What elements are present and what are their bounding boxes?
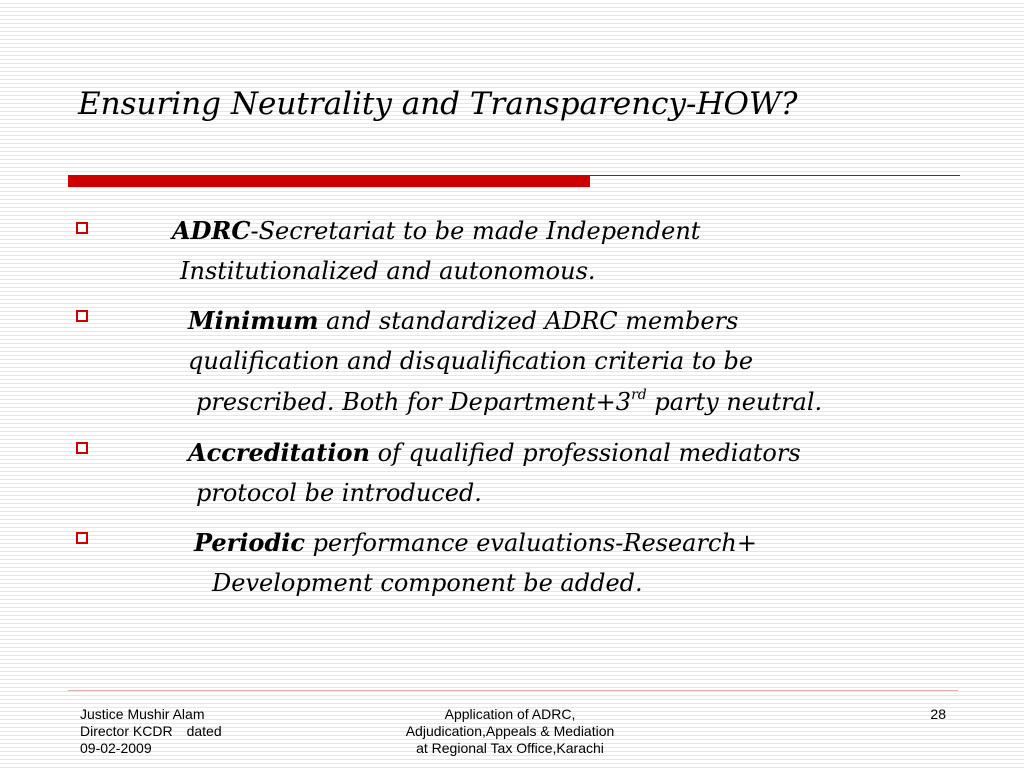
page-number: 28 <box>930 706 946 722</box>
footer-date: 09-02-2009 <box>80 740 152 756</box>
bullet-keyword: Accreditation <box>188 438 370 467</box>
bullet-line <box>196 473 482 514</box>
bullet-line <box>188 300 738 342</box>
bullet-line <box>212 563 643 604</box>
superscript-text: rd <box>631 387 647 403</box>
footer-presentation-title <box>340 706 680 757</box>
square-bullet-icon <box>76 310 88 322</box>
square-bullet-icon <box>76 222 88 234</box>
bullet-line <box>196 382 822 423</box>
slide-title: Ensuring Neutrality and Transparency-HOW? <box>78 86 798 122</box>
title-underline-thick <box>68 175 590 187</box>
bullet-keyword: Minimum <box>188 306 319 335</box>
title-underline-thin <box>590 175 960 176</box>
footer-author <box>80 706 222 757</box>
square-bullet-icon <box>76 442 88 454</box>
footer-center-line: Application of ADRC, <box>444 706 576 722</box>
bullet-text: qualification and disqualification criteria to be <box>188 347 754 375</box>
footer-center-line: at Regional Tax Office,Karachi <box>416 740 604 756</box>
bullet-line <box>194 522 757 564</box>
bullet-text: of qualified professional mediators <box>369 439 801 467</box>
bullet-text: Development component be added. <box>212 569 643 597</box>
bullet-line <box>188 341 753 382</box>
bullet-text: and standardized ADRC members <box>318 307 739 335</box>
bullet-line <box>172 210 700 252</box>
bullet-text: party neutral. <box>646 388 823 416</box>
footer-author-role <box>80 723 222 740</box>
footer-author-name: Justice Mushir Alam <box>80 706 205 722</box>
bullet-line <box>188 432 801 474</box>
footer-center-line: Adjudication,Appeals & Mediation <box>405 723 615 739</box>
bullet-keyword: Periodic <box>194 528 305 557</box>
bullet-text: prescribed. Both for Department+3 <box>196 388 632 416</box>
square-bullet-icon <box>76 532 88 544</box>
bullet-line <box>180 251 596 292</box>
bullet-text: performance evaluations-Research+ <box>304 529 757 557</box>
bullet-text: -Secretariat to be made Independent <box>250 217 701 245</box>
bullet-keyword: ADRC <box>172 216 251 245</box>
footer-dated-label: dated <box>186 723 222 739</box>
bullet-text: protocol be introduced. <box>196 479 482 507</box>
bullet-text: Institutionalized and autonomous. <box>180 257 596 285</box>
footer-author-title: Director KCDR <box>80 723 173 739</box>
footer-divider <box>68 690 958 691</box>
